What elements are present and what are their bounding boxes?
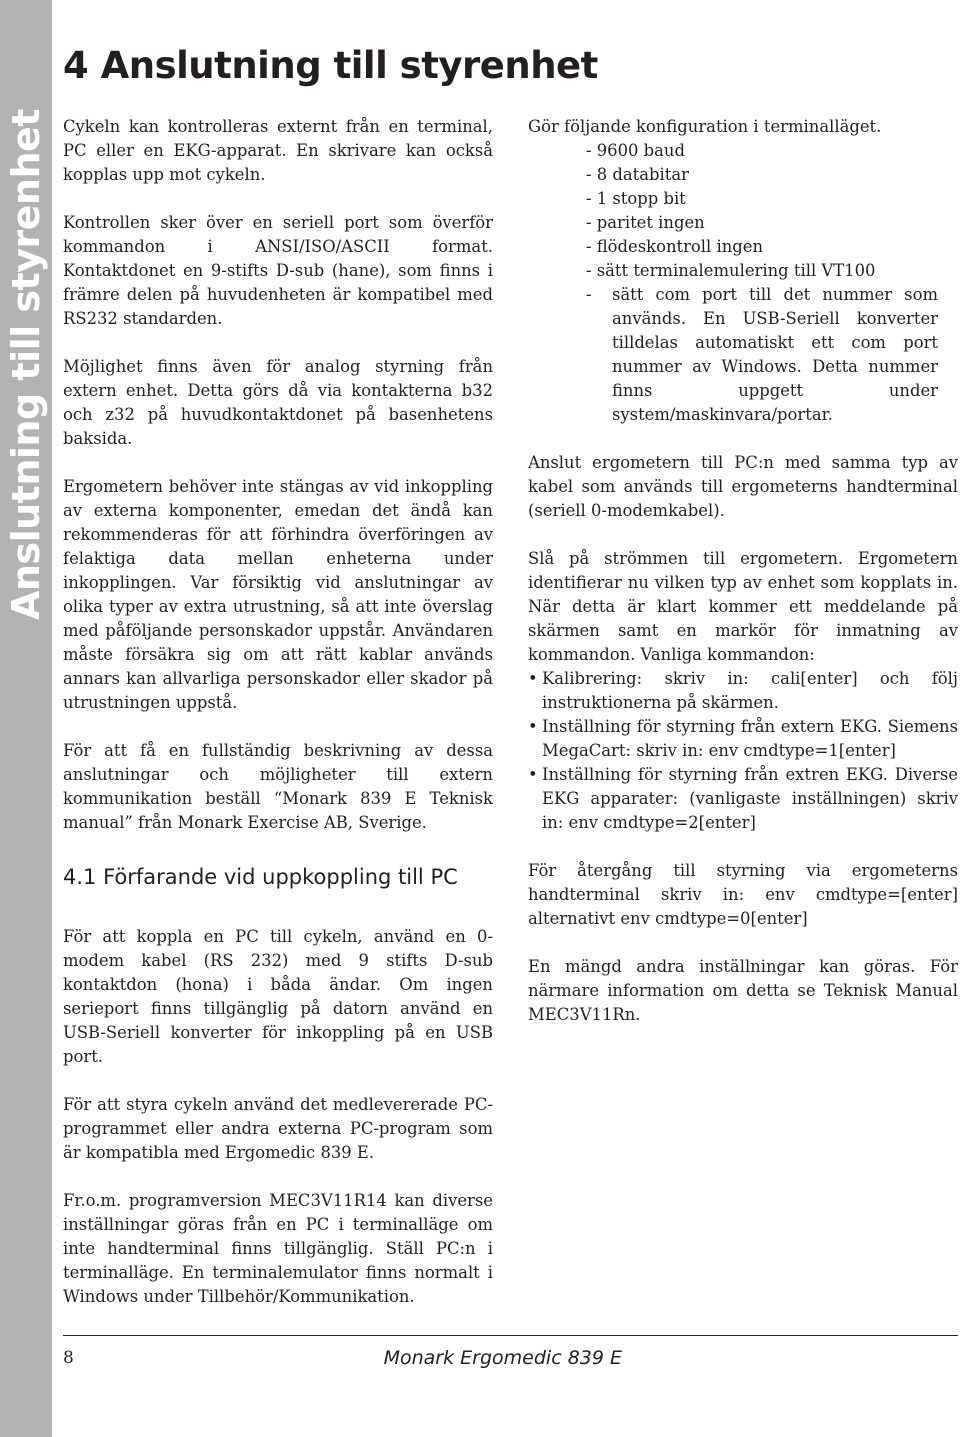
paragraph-intro: Cykeln kan kontrolleras externt från en terminal, PC eller en EKG-apparat. En skrivare kan också kopplas upp mot cykeln. (63, 117, 493, 184)
paragraph-more-settings: En mängd andra inställningar kan göras. För närmare information om detta se Teknisk Manual MEC3V11Rn. (528, 957, 958, 1024)
paragraph-technical-manual: För att få en fullständig beskrivning av dessa anslutningar och möjligheter till extern kommunikation beställ “Monark 839 E Teknisk manual” från Monark Exercise AB, Sverige. (63, 741, 493, 832)
config-item-com-port (586, 283, 958, 427)
config-item-databits: - 8 databitar (586, 165, 689, 184)
config-item-flow-control: - flödeskontroll ingen (586, 237, 764, 256)
config-intro: Gör följande konfiguration i terminalläget. (528, 117, 882, 136)
paragraph-return-handterminal: För återgång till styrning via ergometerns handterminal skriv in: env cmdtype=[enter] alternativt env cmdtype=0[enter] (528, 861, 958, 928)
chapter-sidebar (0, 0, 52, 1437)
config-com-port-text: sätt com port till det nummer som används. En USB-Seriell konverter tilldelas automatiskt ett com port nummer av Windows. Detta nummer finns uppgett under system/maskinvara/portar. (612, 285, 938, 424)
sidebar-chapter-label: Anslutning till styrenhet (4, 109, 48, 620)
bullet-icon: • (528, 669, 538, 688)
bullet-icon: • (528, 717, 538, 736)
paragraph-serial-port: Kontrollen sker över en seriell port som överför kommandon i ANSI/ISO/ASCII format. Kontaktdonet en 9-stifts D-sub (hane), som finns i främre delen på huvudenheten är kompatibel med RS232 standarden. (63, 213, 493, 328)
paragraph-cable: För att koppla en PC till cykeln, använd en 0-modem kabel (RS 232) med 9 stifts D-sub kontaktdon (hona) i båda ändar. Om ingen serieport finns tillgänglig på datorn använd en USB-Seriell konverter för inkoppling på en USB port. (63, 927, 493, 1066)
paragraph-terminal-mode: Fr.o.m. programversion MEC3V11R14 kan diverse inställningar göras från en PC i terminalläge om inte handterminal finns tillgänglig. Ställ PC:n i terminalläge. En terminalemulator finns normalt i Windows under Tillbehör/Kommunikation. (63, 1191, 493, 1306)
paragraph-analog-control: Möjlighet finns även för analog styrning från extern enhet. Detta görs då via kontakterna b32 och z32 på huvudkontaktdonet på basenhetens baksida. (63, 357, 493, 448)
right-column (528, 115, 958, 1051)
bullet-icon: • (528, 765, 538, 784)
config-item-parity: - paritet ingen (586, 213, 705, 232)
command-text: Kalibrering: skriv in: cali[enter] och följ instruktionerna på skärmen. (542, 669, 958, 712)
command-item-siemens (528, 715, 958, 763)
command-text: Inställning för styrning från extern EKG. Siemens MegaCart: skriv in: env cmdtype=1[enter] (542, 717, 958, 760)
config-dash: - (586, 285, 592, 304)
command-item-ekg (528, 763, 958, 835)
paragraph-connect-cable: Anslut ergometern till PC:n med samma typ av kabel som används till ergometerns handterminal (seriell 0-modemkabel). (528, 453, 958, 520)
page-number: 8 (63, 1348, 74, 1368)
footer-divider (63, 1335, 958, 1336)
paragraph-safety-warning: Ergometern behöver inte stängas av vid inkoppling av externa komponenter, emedan det ändå kan rekommenderas för att förhindra överföringen av felaktiga data mellan enheterna under inkopplingen. Var försiktig vid anslutningar av olika typer av extra utrustning, så att inte överslag med påföljande personskador uppstår. Användaren måste försäkra sig om att rätt kablar används annars kan allvarliga personskador eller skador på utrustningen uppstå. (63, 477, 493, 712)
config-item-emulation: - sätt terminalemulering till VT100 (586, 261, 876, 280)
command-list (528, 667, 958, 835)
config-list (586, 139, 958, 427)
section-heading-pc-connection: 4.1 Förfarande vid uppkoppling till PC (63, 865, 458, 889)
config-item-stopbit: - 1 stopp bit (586, 189, 686, 208)
command-item-calibration (528, 667, 958, 715)
paragraph-power-on: Slå på strömmen till ergometern. Ergometern identifierar nu vilken typ av enhet som kopplats in. När detta är klart kommer ett meddelande på skärmen samt en markör för inmatning av kommandon. Vanliga kommandon: (528, 549, 958, 664)
config-item-baud: - 9600 baud (586, 141, 685, 160)
paragraph-pc-program: För att styra cykeln använd det medlevererade PC-programmet eller andra externa PC-program som är kompatibla med Ergomedic 839 E. (63, 1095, 493, 1162)
left-column (63, 115, 493, 1333)
chapter-title: 4 Anslutning till styrenhet (63, 44, 598, 87)
footer-manual-title: Monark Ergomedic 839 E (383, 1347, 622, 1369)
command-text: Inställning för styrning från extren EKG. Diverse EKG apparater: (vanligaste inställningen) skriv in: env cmdtype=2[enter] (542, 765, 958, 832)
